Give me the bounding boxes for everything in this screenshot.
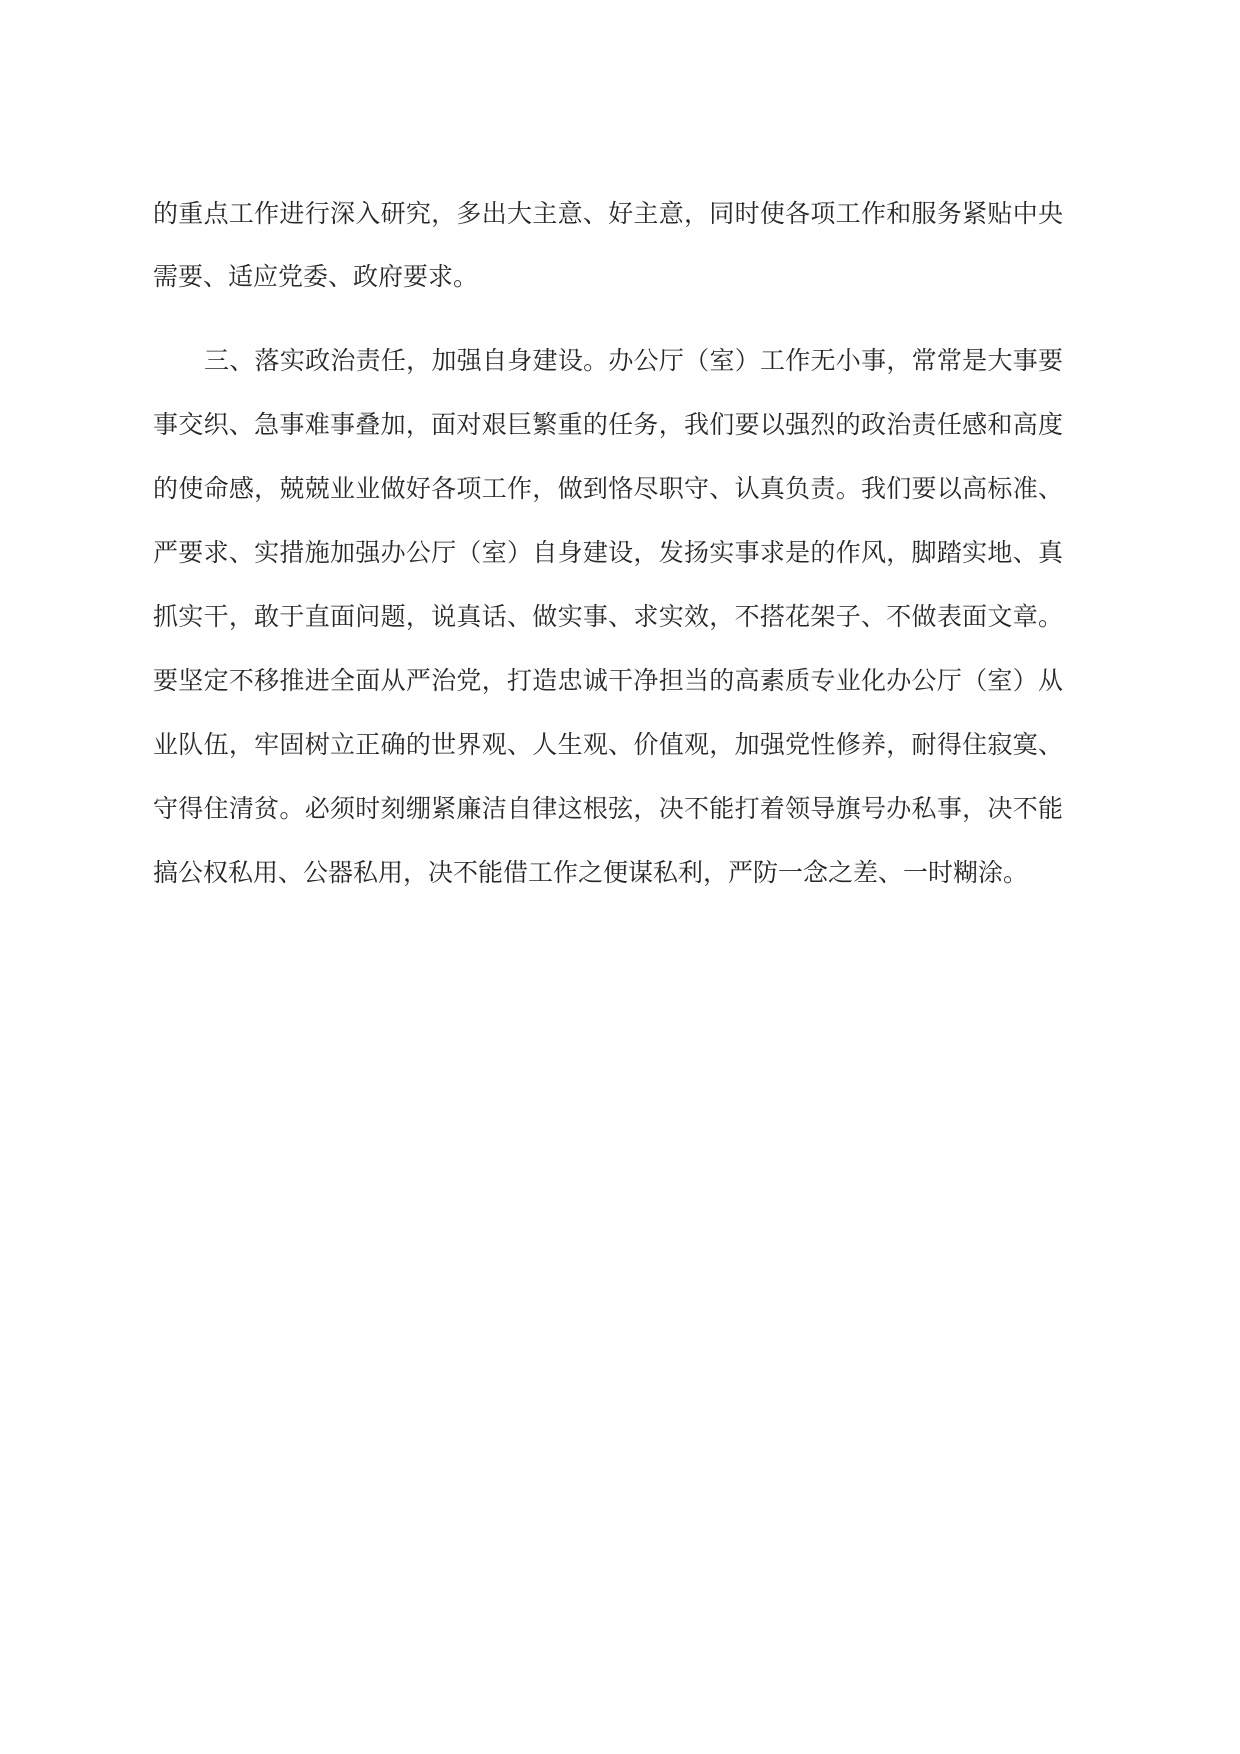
paragraph-continuation	[153, 201, 1063, 289]
text-line: 严要求、实措施加强办公厅（室）自身建设，发扬实事求是的作风，脚踏实地、真	[153, 538, 1063, 567]
text-line: 的使命感，兢兢业业做好各项工作，做到恪尽职守、认真负责。我们要以高标准、	[153, 474, 1063, 503]
text-line: 事交织、急事难事叠加，面对艰巨繁重的任务，我们要以强烈的政治责任感和高度	[153, 410, 1063, 439]
paragraph-section-three	[153, 348, 1063, 885]
text-line: 业队伍，牢固树立正确的世界观、人生观、价值观，加强党性修养，耐得住寂寞、	[153, 730, 1063, 759]
text-line: 需要、适应党委、政府要求。	[153, 262, 479, 291]
text-line: 要坚定不移推进全面从严治党，打造忠诚干净担当的高素质专业化办公厅（室）从	[153, 666, 1063, 695]
text-line-first-indented: 三、落实政治责任，加强自身建设。办公厅（室）工作无小事，常常是大事要	[204, 346, 1063, 375]
text-line: 搞公权私用、公器私用，决不能借工作之便谋私利，严防一念之差、一时糊涂。	[153, 858, 1029, 887]
text-line: 的重点工作进行深入研究，多出大主意、好主意，同时使各项工作和服务紧贴中央	[153, 199, 1063, 228]
text-line: 守得住清贫。必须时刻绷紧廉洁自律这根弦，决不能打着领导旗号办私事，决不能	[153, 794, 1063, 823]
text-line: 抓实干，敢于直面问题，说真话、做实事、求实效，不搭花架子、不做表面文章。	[153, 602, 1063, 631]
